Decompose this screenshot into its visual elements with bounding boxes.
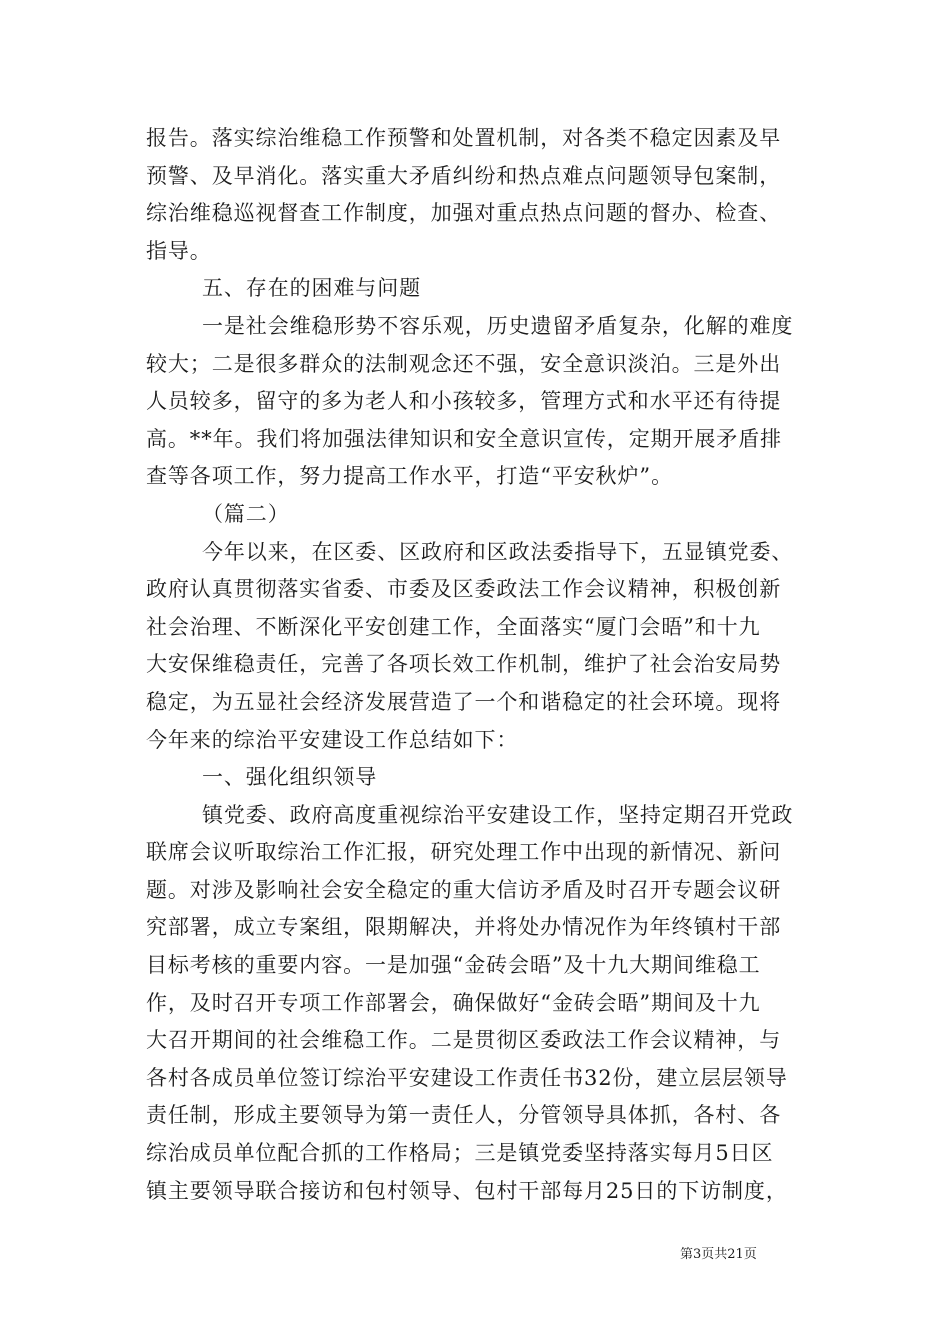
- article-heading: （篇二）: [202, 501, 290, 526]
- text-line: 责任制，形成主要领导为第一责任人，分管领导具体抓，各村、各: [146, 1103, 782, 1128]
- text-line: 一是社会维稳形势不容乐观，历史遗留矛盾复杂，化解的难度: [202, 313, 794, 338]
- page-number: 第3页共21页: [680, 1247, 757, 1262]
- text-line: 镇党委、政府高度重视综治平安建设工作，坚持定期召开党政: [202, 802, 794, 827]
- text-line: 目标考核的重要内容。一是加强“金砖会晤”及十九大期间维稳工: [146, 953, 761, 978]
- text-line: 今年以来，在区委、区政府和区政法委指导下，五显镇党委、: [202, 539, 794, 564]
- section-heading: 一、强化组织领导: [202, 765, 378, 790]
- text-line: 人员较多，留守的多为老人和小孩较多，管理方式和水平还有待提: [146, 389, 782, 414]
- text-line: 综治成员单位配合抓的工作格局；三是镇党委坚持落实每月5日区: [146, 1141, 774, 1166]
- text-line: 预警、及早消化。落实重大矛盾纠纷和热点难点问题领导包案制，: [146, 163, 782, 188]
- text-line: 作，及时召开专项工作部署会，确保做好“金砖会晤”期间及十九: [146, 990, 761, 1015]
- text-line: 各村各成员单位签订综治平安建设工作责任书32份，建立层层领导: [146, 1065, 788, 1090]
- text-line: 综治维稳巡视督查工作制度，加强对重点热点问题的督办、检查、: [146, 201, 782, 226]
- text-line: 今年来的综治平安建设工作总结如下：: [146, 727, 519, 752]
- text-line: 报告。落实综治维稳工作预警和处置机制，对各类不稳定因素及早: [146, 126, 782, 150]
- text-line: 政府认真贯彻落实省委、市委及区委政法工作会议精神，积极创新: [146, 577, 782, 602]
- text-line: 大安保维稳责任，完善了各项长效工作机制，维护了社会治安局势: [146, 652, 782, 677]
- text-line: 究部署，成立专案组，限期解决，并将处办情况作为年终镇村干部: [146, 915, 782, 940]
- section-heading: 五、存在的困难与问题: [202, 276, 421, 301]
- text-line: 查等各项工作，努力提高工作水平，打造“平安秋炉”。: [146, 464, 673, 489]
- text-line: 镇主要领导联合接访和包村领导、包村干部每月25日的下访制度，: [146, 1178, 788, 1203]
- text-line: 题。对涉及影响社会安全稳定的重大信访矛盾及时召开专题会议研: [146, 877, 782, 902]
- text-line: 较大；二是很多群众的法制观念还不强，安全意识淡泊。三是外出: [146, 351, 782, 376]
- text-line: 大召开期间的社会维稳工作。二是贯彻区委政法工作会议精神，与: [146, 1028, 782, 1053]
- text-line: 稳定，为五显社会经济发展营造了一个和谐稳定的社会环境。现将: [146, 689, 782, 714]
- text-line: 高。**年。我们将加强法律知识和安全意识宣传，定期开展矛盾排: [146, 426, 782, 451]
- text-line: 联席会议听取综治工作汇报，研究处理工作中出现的新情况、新问: [146, 840, 782, 865]
- text-line: 社会治理、不断深化平安创建工作，全面落实“厦门会晤”和十九: [146, 614, 761, 639]
- document-body: [146, 120, 806, 1210]
- text-line: 指导。: [146, 238, 212, 263]
